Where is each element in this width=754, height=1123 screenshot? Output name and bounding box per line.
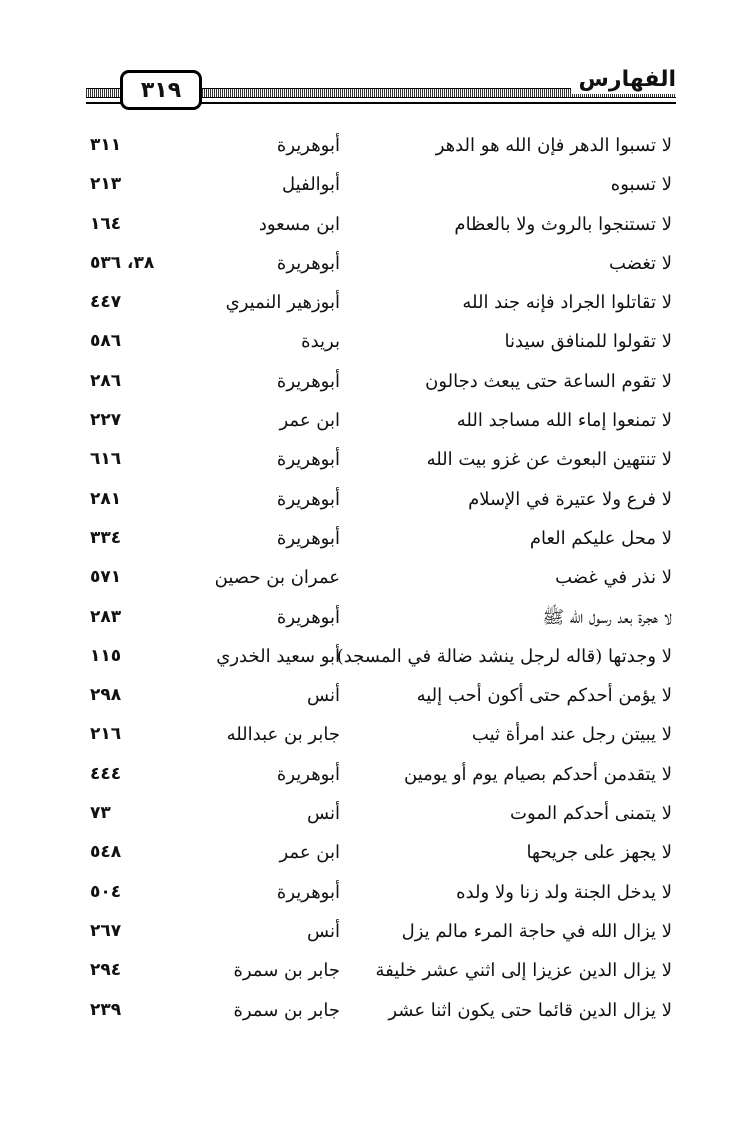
page-number: ٣١٩ [120, 70, 202, 110]
hadith-text: لا يؤمن أحدكم حتى أكون أحب إليه [416, 685, 672, 707]
index-row [90, 401, 672, 440]
index-row [90, 558, 672, 597]
index-row [90, 833, 672, 872]
narrator-name: ابن عمر [279, 410, 340, 432]
index-row [90, 126, 672, 165]
page-reference: ٢٢٧ [90, 410, 122, 431]
index-row [90, 598, 672, 637]
page-reference: ٢٩٨ [90, 685, 122, 706]
hadith-text: لا تسبوا الدهر فإن الله هو الدهر [435, 135, 672, 156]
hadith-text: لا تسبوه [610, 174, 672, 196]
index-row [90, 519, 672, 558]
index-row [90, 755, 672, 794]
hadith-text: لا يزال الدين قائما حتى يكون اثنا عشر [388, 999, 672, 1021]
page-reference: ٧٣ [90, 803, 111, 824]
narrator-name: أبوهريرة [276, 763, 340, 785]
hadith-text: لا وجدتها (قاله لرجل ينشد ضالة في المسجد) [336, 645, 672, 667]
narrator-name: أبوهريرة [276, 488, 340, 510]
hadith-text: لا تستنجوا بالروث ولا بالعظام [454, 213, 672, 235]
index-row [90, 165, 672, 204]
hadith-text: لا يزال الله في حاجة المرء مالم يزل [401, 920, 672, 942]
narrator-name: ابن عمر [279, 842, 340, 864]
page-reference: ٣١١ [90, 135, 122, 155]
index-row [90, 440, 672, 479]
hadith-text: لا نذر في غضب [555, 567, 672, 589]
narrator-name: أبوهريرة [276, 252, 340, 274]
index-list [90, 126, 672, 1030]
hadith-text: لا تقاتلوا الجراد فإنه جند الله [462, 292, 672, 314]
page-reference: ٣٨، ٥٣٦ [90, 252, 155, 273]
index-row [90, 205, 672, 244]
page-reference: ٤٤٧ [90, 292, 122, 313]
hadith-text: لا يتقدمن أحدكم بصيام يوم أو يومين [404, 763, 672, 785]
section-title: الفهارس [571, 66, 676, 94]
narrator-name: بريدة [301, 331, 340, 353]
narrator-name: جابر بن سمرة [233, 999, 340, 1021]
index-row [90, 676, 672, 715]
page-reference: ٦١٦ [90, 449, 122, 470]
page-reference: ٣٣٤ [90, 527, 122, 548]
page-reference: ١١٥ [90, 645, 122, 666]
page-header [86, 66, 676, 112]
hadith-text: لا تقولوا للمنافق سيدنا [504, 331, 672, 353]
index-row [90, 480, 672, 519]
narrator-name: أبوهريرة [276, 370, 340, 392]
narrator-name: أبوزهير النميري [225, 292, 340, 314]
narrator-name: أبوالفيل [282, 174, 340, 196]
narrator-name: جابر بن عبدالله [226, 724, 340, 746]
page-reference: ٥٠٤ [90, 881, 122, 902]
hadith-text: لا تنتهين البعوث عن غزو بيت الله [426, 449, 672, 471]
page-reference: ٥٤٨ [90, 842, 122, 863]
page-reference: ٢٩٤ [90, 960, 122, 981]
index-row [90, 951, 672, 990]
index-row [90, 362, 672, 401]
hadith-text: لا يتمنى أحدكم الموت [510, 803, 672, 825]
index-row [90, 637, 672, 676]
narrator-name: أنس [307, 685, 340, 707]
narrator-name: عمران بن حصين [214, 567, 340, 589]
narrator-name: أبو سعيد الخدري [216, 645, 340, 667]
page-reference: ٥٧١ [90, 567, 122, 588]
hadith-text: لا يزال الدين عزيزا إلى اثني عشر خليفة [375, 960, 672, 982]
narrator-name: أبوهريرة [276, 449, 340, 471]
hadith-text: لا يبيتن رجل عند امرأة ثيب [471, 724, 672, 746]
hadith-text: لا تغضب [609, 252, 672, 274]
page-reference: ٢٨٦ [90, 370, 122, 391]
hadith-text: لا هجرة بعد رسول الله ﷺ [542, 606, 672, 628]
page-reference: ٢٦٧ [90, 920, 122, 941]
narrator-name: جابر بن سمرة [233, 960, 340, 982]
page-reference: ١٦٤ [90, 213, 122, 234]
hadith-text: لا يجهز على جريحها [526, 842, 672, 864]
narrator-name: أبوهريرة [276, 881, 340, 903]
index-row [90, 322, 672, 361]
narrator-name: أبوهريرة [276, 606, 340, 628]
index-row [90, 715, 672, 754]
index-row [90, 244, 672, 283]
narrator-name: أنس [307, 920, 340, 942]
index-row [90, 991, 672, 1030]
hadith-text: لا تمنعوا إماء الله مساجد الله [456, 410, 672, 432]
hadith-text: لا تقوم الساعة حتى يبعث دجالون [425, 370, 672, 392]
narrator-name: أنس [307, 803, 340, 825]
hadith-text: لا يدخل الجنة ولد زنا ولا ولده [456, 881, 672, 903]
hadith-text: لا محل عليكم العام [529, 527, 672, 549]
index-row [90, 873, 672, 912]
page-reference: ٢٨١ [90, 488, 122, 509]
index-row [90, 912, 672, 951]
page-reference: ٢٣٩ [90, 999, 122, 1020]
page-reference: ٥٨٦ [90, 331, 122, 352]
page-reference: ٤٤٤ [90, 763, 122, 784]
page-reference: ٢١٣ [90, 174, 122, 195]
narrator-name: أبوهريرة [276, 527, 340, 549]
hadith-text: لا فرع ولا عتيرة في الإسلام [468, 488, 672, 510]
page-reference: ٢٨٣ [90, 606, 122, 627]
narrator-name: ابن مسعود [258, 213, 340, 235]
page-reference: ٢١٦ [90, 724, 122, 745]
narrator-name: أبوهريرة [276, 135, 340, 156]
index-row [90, 283, 672, 322]
index-row [90, 794, 672, 833]
